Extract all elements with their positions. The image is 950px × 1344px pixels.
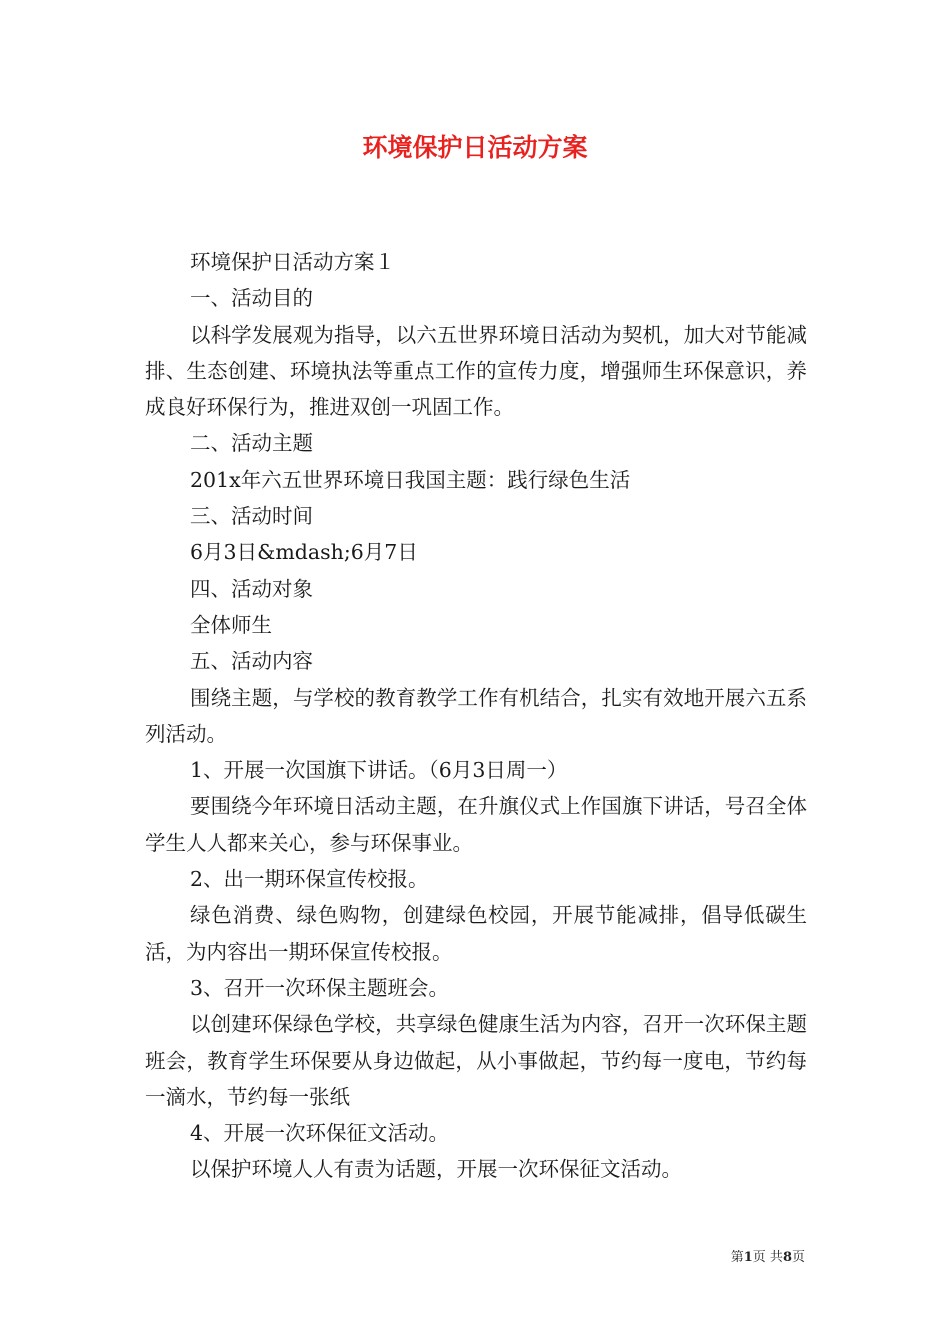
footer-current-page: 1	[743, 1250, 753, 1265]
footer-suffix: 页	[791, 1250, 805, 1265]
paragraph-theme-text: 201x年六五世界环境日我国主题：践行绿色生活	[190, 467, 631, 492]
paragraph-audience-text: 全体师生	[190, 612, 272, 637]
paragraph-item-1-text: 要围绕今年环境日活动主题，在升旗仪式上作国旗下讲话，号召全体学生人人都来关心，参与环保事业。	[145, 794, 807, 855]
paragraph-section-theme: 二、活动主题	[190, 431, 313, 456]
paragraph-heading-plan: 环境保护日活动方案１	[190, 250, 395, 274]
footer-prefix: 第	[730, 1250, 744, 1265]
document-title: 环境保护日活动方案	[362, 133, 588, 162]
paragraph-item-4-title: 4、开展一次环保征文活动。	[190, 1121, 450, 1146]
paragraph-item-4-text: 以保护环境人人有责为话题，开展一次环保征文活动。	[190, 1157, 682, 1182]
document-body	[145, 244, 807, 1188]
paragraph-section-content: 五、活动内容	[190, 649, 313, 674]
paragraph-item-2-text: 绿色消费、绿色购物，创建绿色校园，开展节能减排，倡导低碳生活，为内容出一期环保宣传校报。	[145, 903, 807, 964]
paragraph-item-1-title: 1、开展一次国旗下讲话。（6月3日周一）	[190, 758, 568, 783]
paragraph-purpose-text: 以科学发展观为指导，以六五世界环境日活动为契机，加大对节能减排、生态创建、环境执法等重点工作的宣传力度，增强师生环保意识，养成良好环保行为，推进双创一巩固工作。	[145, 322, 807, 420]
paragraph-section-purpose: 一、活动目的	[190, 286, 313, 311]
paragraph-section-audience: 四、活动对象	[190, 576, 313, 601]
paragraph-item-3-title: 3、召开一次环保主题班会。	[190, 975, 450, 1000]
paragraph-item-3-text: 以创建环保绿色学校，共享绿色健康生活为内容，召开一次环保主题班会，教育学生环保要从身边做起，从小事做起，节约每一度电，节约每一滴水，节约每一张纸	[145, 1012, 807, 1109]
footer-middle: 页 共	[752, 1250, 783, 1265]
paragraph-item-2-title: 2、出一期环保宣传校报。	[190, 867, 429, 892]
paragraph-section-time: 三、活动时间	[190, 504, 313, 529]
page-number-footer	[731, 1246, 805, 1265]
footer-total-pages: 8	[782, 1250, 792, 1265]
paragraph-time-text: 6月3日&mdash;6月7日	[190, 540, 418, 565]
paragraph-content-intro: 围绕主题，与学校的教育教学工作有机结合，扎实有效地开展六五系列活动。	[145, 685, 807, 746]
